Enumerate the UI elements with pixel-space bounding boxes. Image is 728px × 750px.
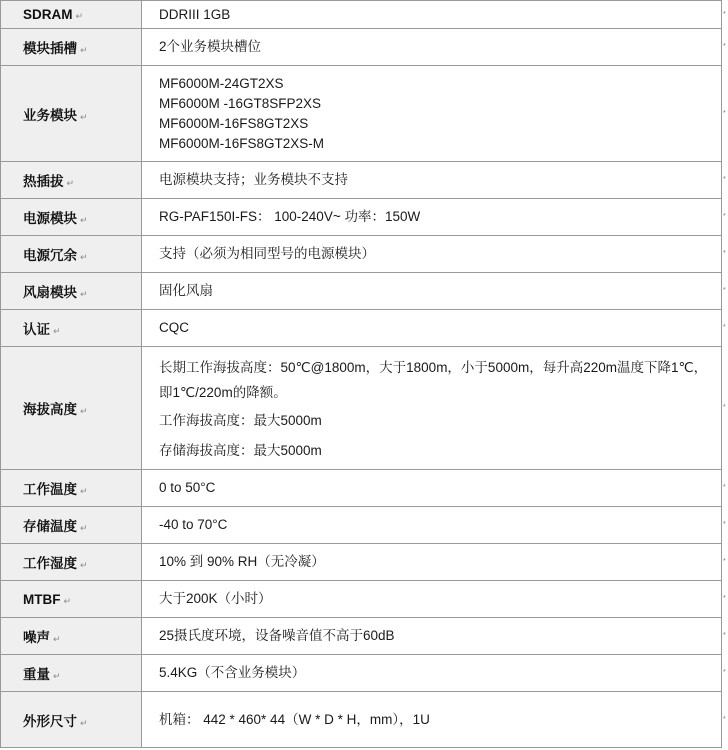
- row-end-marker: *: [723, 632, 726, 639]
- paragraph-mark: ↵: [80, 45, 88, 55]
- row-end-marker: *: [723, 669, 726, 676]
- row-label-fan-module: 风扇模块 ↵: [1, 273, 142, 310]
- row-label-module-slots: 模块插槽 ↵: [1, 29, 142, 66]
- row-label-storage-temperature: 存储温度 ↵: [1, 507, 142, 544]
- row-label-power-redundancy: 电源冗余 ↵: [1, 236, 142, 273]
- paragraph-mark: ↵: [80, 111, 88, 122]
- paragraph-mark: ↵: [80, 406, 88, 416]
- row-value: 2个业务模块槽位: [142, 29, 722, 66]
- paragraph-mark: ↵: [80, 717, 88, 728]
- module-item: MF6000M-24GT2XS: [159, 75, 284, 91]
- paragraph-mark: ↵: [80, 523, 88, 533]
- paragraph-mark: ↵: [63, 595, 72, 606]
- row-label-operating-humidity: 工作湿度 ↵: [1, 544, 142, 581]
- row-end-marker: *: [723, 10, 726, 18]
- paragraph-mark: ↵: [80, 252, 88, 262]
- row-value: 大于200K（小时）: [142, 581, 722, 618]
- row-label-mtbf: MTBF ↵: [1, 581, 142, 618]
- row-label-hot-swap: 热插拔 ↵: [1, 162, 142, 199]
- row-value: CQC: [142, 310, 722, 347]
- table-row: [1, 199, 722, 236]
- table-row: [1, 236, 722, 273]
- paragraph-mark: ↵: [75, 11, 84, 21]
- row-label-operating-temperature: 工作温度 ↵: [1, 470, 142, 507]
- paragraph-mark: ↵: [66, 178, 75, 188]
- row-label-dimensions: 外形尺寸 ↵: [1, 692, 142, 748]
- module-item: MF6000M-16FS8GT2XS: [159, 115, 309, 131]
- paragraph-mark: ↵: [53, 326, 61, 336]
- paragraph-mark: ↵: [80, 289, 88, 299]
- table-row: [1, 310, 722, 347]
- row-end-marker: *: [723, 176, 726, 183]
- row-end-marker: *: [723, 43, 726, 50]
- row-label-power-module: 电源模块 ↵: [1, 199, 142, 236]
- altitude-longterm: 长期工作海拔高度：50℃@1800m，大于1800m，小于5000m，每升高220m温度下降1℃，即1℃/220m的降额。: [159, 360, 708, 400]
- row-value: 10% 到 90% RH（无冷凝）: [142, 544, 722, 581]
- table-row: [1, 162, 722, 199]
- altitude-storage: 存储海拔高度：最大5000m: [159, 443, 322, 458]
- row-end-marker: *: [723, 715, 726, 723]
- row-label-service-modules: 业务模块 ↵: [1, 66, 142, 162]
- row-end-marker: *: [723, 484, 726, 491]
- paragraph-mark: ↵: [53, 671, 61, 681]
- table-row: [1, 1, 722, 29]
- row-end-marker: *: [723, 404, 726, 411]
- paragraph-mark: ↵: [80, 215, 88, 225]
- module-item: MF6000M -16GT8SFP2XS: [159, 95, 322, 111]
- row-value: 25摄氏度环境，设备噪音值不高于60dB: [142, 618, 722, 655]
- row-value: [142, 66, 722, 162]
- row-value: RG-PAF150I-FS： 100-240V~ 功率：150W: [142, 199, 722, 236]
- table-row: [1, 273, 722, 310]
- row-end-marker: *: [723, 595, 726, 602]
- row-end-marker: *: [723, 521, 726, 528]
- table-row: [1, 66, 722, 162]
- paragraph-mark: ↵: [80, 560, 88, 570]
- paragraph-mark: ↵: [80, 486, 88, 496]
- table-row: [1, 618, 722, 655]
- table-row: [1, 470, 722, 507]
- row-value: DDRIII 1GB: [142, 1, 722, 29]
- row-value: -40 to 70°C: [142, 507, 722, 544]
- row-value: 5.4KG（不含业务模块）: [142, 655, 722, 692]
- row-label-noise: 噪声 ↵: [1, 618, 142, 655]
- module-item: MF6000M-16FS8GT2XS-M: [159, 135, 325, 151]
- row-end-marker: *: [723, 558, 726, 565]
- altitude-operating: 工作海拔高度：最大5000m: [159, 413, 322, 428]
- row-value: 支持（必须为相同型号的电源模块）: [142, 236, 722, 273]
- table-row: [1, 544, 722, 581]
- row-end-marker: *: [723, 250, 726, 257]
- row-label-weight: 重量 ↵: [1, 655, 142, 692]
- row-label-sdram: SDRAM ↵: [1, 1, 142, 29]
- table-row: [1, 507, 722, 544]
- row-end-marker: *: [723, 287, 726, 294]
- row-value: 机箱： 442 * 460* 44（W * D * H，mm），1U: [142, 692, 722, 748]
- row-end-marker: *: [723, 213, 726, 220]
- row-value: 0 to 50°C: [142, 470, 722, 507]
- row-label-altitude: 海拔高度 ↵: [1, 347, 142, 470]
- row-label-certification: 认证 ↵: [1, 310, 142, 347]
- row-end-marker: *: [723, 324, 726, 331]
- row-value: 固化风扇: [142, 273, 722, 310]
- paragraph-mark: ↵: [53, 634, 61, 644]
- table-row: [1, 581, 722, 618]
- row-end-marker: *: [723, 109, 726, 117]
- row-value: 电源模块支持；业务模块不支持: [142, 162, 722, 199]
- row-value: [142, 347, 722, 470]
- table-row: [1, 29, 722, 66]
- table-row: [1, 655, 722, 692]
- table-row: [1, 692, 722, 748]
- table-row: [1, 347, 722, 470]
